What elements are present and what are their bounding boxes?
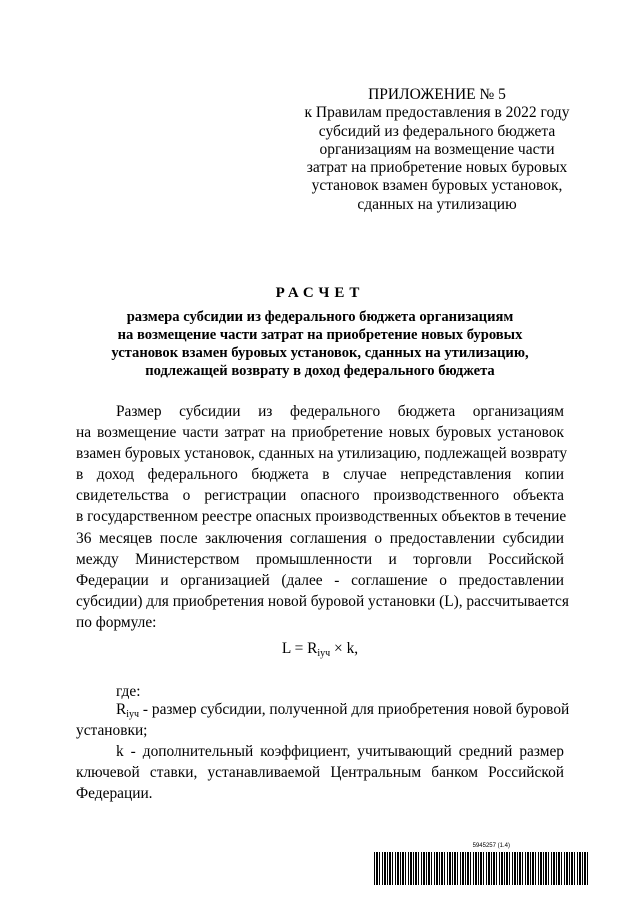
appendix-line: установок взамен буровых установок, xyxy=(311,177,563,195)
appendix-header xyxy=(292,86,582,214)
body-line: 36 месяцев после заключения соглашения о предоставлении субсидии xyxy=(76,529,564,547)
definition-line: ключевой ставки, устанавливаемой Центральным банком Российской xyxy=(76,764,564,782)
formula xyxy=(0,640,640,658)
barcode-block xyxy=(374,843,590,887)
definition-line: Федерации. xyxy=(76,785,153,803)
subtitle-line: на возмещение части затрат на приобретение новых буровых xyxy=(117,326,523,343)
appendix-line: сданных на утилизацию xyxy=(357,195,517,213)
document-subtitle xyxy=(60,309,580,381)
body-line: Размер субсидии из федерального бюджета организациям xyxy=(116,403,564,420)
body-line: по формуле: xyxy=(76,613,157,631)
subtitle-line: размера субсидии из федерального бюджета организациям xyxy=(126,309,514,325)
formula-subscript: iуч xyxy=(317,648,331,659)
body-line: взамен буровых установок, сданных на утилизацию, подлежащей возврату xyxy=(76,445,568,463)
definition-line: установки; xyxy=(76,722,148,740)
appendix-line: субсидий из федерального бюджета xyxy=(318,122,556,140)
subtitle-line: подлежащей возврату в доход федерального бюджета xyxy=(145,362,495,379)
definition-subscript: iуч xyxy=(126,709,140,720)
body-line: в государственном реестре опасных производственных объектов в течение xyxy=(76,508,567,526)
appendix-line: к Правилам предоставления в 2022 году xyxy=(304,104,570,122)
definition-line xyxy=(76,699,570,720)
appendix-line: организациям на возмещение части xyxy=(319,140,555,158)
definition-text: - размер субсидии, полученной для приобретения новой буровой xyxy=(139,701,570,718)
barcode-image xyxy=(374,852,590,885)
body-line: Федерации и организацией (далее - соглашение о предоставлении xyxy=(76,571,564,589)
body-line: в доход федерального бюджета в случае непредставления копии xyxy=(76,466,564,484)
definition-line: k - дополнительный коэффициент, учитывающий средний размер xyxy=(116,743,564,760)
where-label: где: xyxy=(116,683,141,700)
formula-left: L = R xyxy=(281,640,318,657)
barcode-number: 5945257 (1.4) xyxy=(472,843,510,849)
appendix-line: ПРИЛОЖЕНИЕ № 5 xyxy=(368,86,506,103)
body-line: субсидии) для приобретения новой буровой установки (L), рассчитывается xyxy=(76,592,569,610)
body-line: свидетельства о регистрации опасного производственного объекта xyxy=(76,487,564,505)
subtitle-line: установок взамен буровых установок, сданных на утилизацию, xyxy=(111,344,529,361)
definition-r xyxy=(76,699,570,741)
appendix-line: затрат на приобретение новых буровых xyxy=(306,159,568,177)
definition-symbol: R xyxy=(116,701,127,718)
body-line: на возмещение части затрат на приобретение новых буровых установок xyxy=(76,424,564,442)
formula-right: × k, xyxy=(330,640,359,657)
document-title: РАСЧЕТ xyxy=(275,285,365,301)
body-line: между Министерством промышленности и торговли Российской xyxy=(76,550,564,568)
body-paragraph xyxy=(76,401,569,633)
definition-k xyxy=(76,741,564,804)
